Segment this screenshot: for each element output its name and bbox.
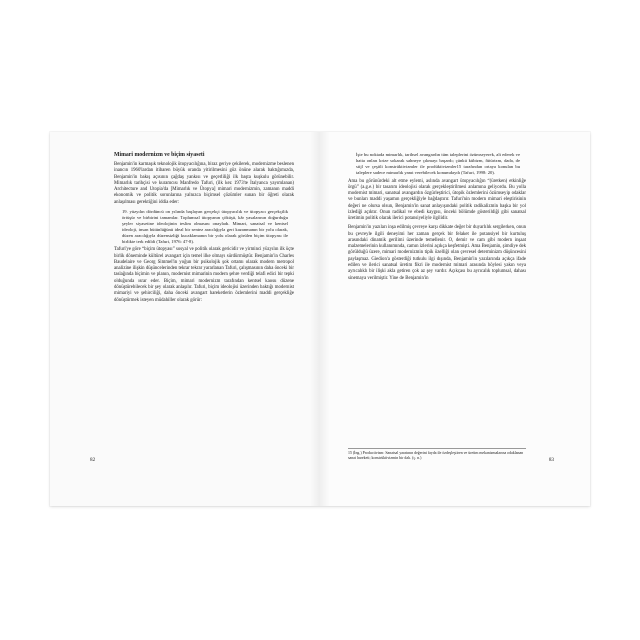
- left-page-text: [114, 152, 294, 307]
- right-block-quote-text: İşte bu noktada mimarlık, tarihsel avangardın tüm taleplerini özümseyerek, alt ederek ve hatta onları krize sokarak sahneye çıkmayı başardı; çünkü kübizm, fütürizm, dada, de stijl ve çeşitli konstrüktivizmler ile prodüktivizmler15 tarafından ortaya konulan bu taleplere sadece mimarlık yanıt verebilecek konumdaydı (Tafuri, 1998: 20).: [356, 152, 520, 175]
- left-block-quote: [114, 209, 294, 245]
- right-page: [320, 132, 590, 506]
- left-paragraph-2: Tafuri'ye göre “biçim ütopyası” sosyal ve politik olarak gericidir ve yirminci yüzyılın ilk üçte birlik döneminde kültürel avangart için temel ilke olmayı sürdürmüştür. Benjamin'in Charles Baudelaire ve Georg Simmel'in yoğun bir psikolojik şok ortamı olarak modern metropol analizine ilişkin düşüncelerinden tekrar tekrar yararlanan Tafuri, çalışmasının daha önceki bir taslağında biçimin ve planın, modernist mimarinin modern şehre verdiği telafi edici bir tepki olduğunda ısrar eder. Biçim, mimari modernizm tarafından kentsel kaosu düzene dönüştürebilecek bir şey olarak anlaşılır. Tafuri, biçim ideolojisi üzerinden baktığı modernist mimariyi ve şehirciliği, daha önceki avangart hareketlerin özlemlerini maddi gerçekliğe dönüştürmek isteyen müdahiller olarak görür:: [114, 247, 294, 303]
- left-block-quote-text: 19. yüzyılın dördüncü on yılında başlayan gerçekçi ütopyacılık ve ütopyacı gerçekçilik örtüşür ve birbirini tamamlar. Toplumsal ütopyanın çöküşü, kâr yasalarının doğurduğu şeyler siyasetine ideolojinin teslim olmasını onayladı. Mimari, sanatsal ve kentsel ideoloji, insan bütünlüğünü ideal bir sentez aracılığıyla geri kazanmanın bir yolu olarak, düzen aracılığıyla düzensizliği kucaklamanın bir yolu olarak görülen biçim ütopyası ile birlikte terk edildi (Tafuri, 1976: 47-8).: [122, 208, 288, 244]
- left-page: [50, 132, 321, 506]
- page-number-right: 83: [548, 457, 554, 463]
- left-paragraph-1: Benjamin'in karmaşık teknolojik ütopyacılığına, biraz geriye çekilerek, modernizme beslenen inancın 1960'lardan itibaren büyük oranda yitirilmesini göz önüne alarak baktığımızda, Benjamin'in bakış açısının çağdaş yankısı ve geçerliliği ilk başta kuşkulu görünebilir. Mimarlık tarihçisi ve kuramcısı Manfredo Tafuri, (ilk kez 1973'te İtalyanca yayımlanan) Architecture and Utopia'da [Mimarlık ve Ütopya] mimari modernizmin, zamanın maddi ekonomik ve politik sorunlarına yalnızca biçimsel çözümler sunan bir öğreti olarak anlaşılması gerektiğini iddia eder:: [114, 162, 294, 205]
- book-spread: [50, 132, 590, 506]
- section-heading: Mimari modernizm ve biçim siyaseti: [114, 152, 205, 158]
- right-paragraph-2: Benjamin'in yazıları inşa edilmiş çevreye karşı dikkate değer bir duyarlılık sergilerken, onun bu çevreyle ilgili deneyimi her zaman gerçek bir felaket ile potansiyel bir kurtuluş arasındaki dinamik gerilimi üzerinde temellenir. O, demir ve cam gibi modern inşaat malzemelerinin kullanımında, camın izlerini açıkça keşfetmişti. Ama Benjamin, şimdiye dek görülduğü üzere, mimari modernizmin tipik özelliği olan çevresel determinizm düşüncesini paylaşmaz. Giedion'a gösterdiği tutkulu ilgi dışında, Benjamin'in yazılarında açıkça ifade edilen ve ilerici sanatsal üretim fikri ile modernist mimari arasında böylesi yakın veya ayrıcalıklı bir ilişki akla getiren çok az şey vardır. Açıkçası bu ayrıcalık toplumsal, dahası sinemaya verilmiştir. Yine de Benjamin'in: [348, 225, 526, 281]
- gutter-shadow-right: [320, 132, 330, 506]
- right-block-quote: [348, 152, 526, 176]
- page-number-left: 82: [90, 457, 96, 463]
- gutter-shadow-left: [310, 132, 320, 506]
- right-paragraph-1: Ama bu görünürdeki alt etme eylemi, aslında avangart ütopyacılığın “(üretken) etkinliğe örgü” (a.g.e.) bir tasarım ideolojisi olarak gerçekleştirilmesi anlamına geliyordu. Bu yolla modernist mimari, sanatsal avangardın özgürleştirici, ütopik özlemlerini özümseyip odaklar ve bunları maddi yaşamın gerçekliğiyle bağdaştırır. Tafuri'nin modern mimari eleştirisinin değeri ne olursa olsun, Benjamin'in sanat anlayışındaki politik radikalizmin başka bir yol izlediği açıktır. Onun radikal ve ebedi kaygısı, önceki bölümde gösterildiği gibi sanatsal üretimin politik olarak ilerici potansiyeliyle ilgilidir.: [348, 178, 526, 222]
- footnote: 15 (İng.) Productivism: Sanatsal yaratının değerini fayda ile özdeşleştiren ve üretim mekanizmalarına odaklanan sanat hareketi; konstrüktivizmin bir dalı. (ç. n.): [348, 448, 526, 461]
- right-page-text: [348, 152, 526, 285]
